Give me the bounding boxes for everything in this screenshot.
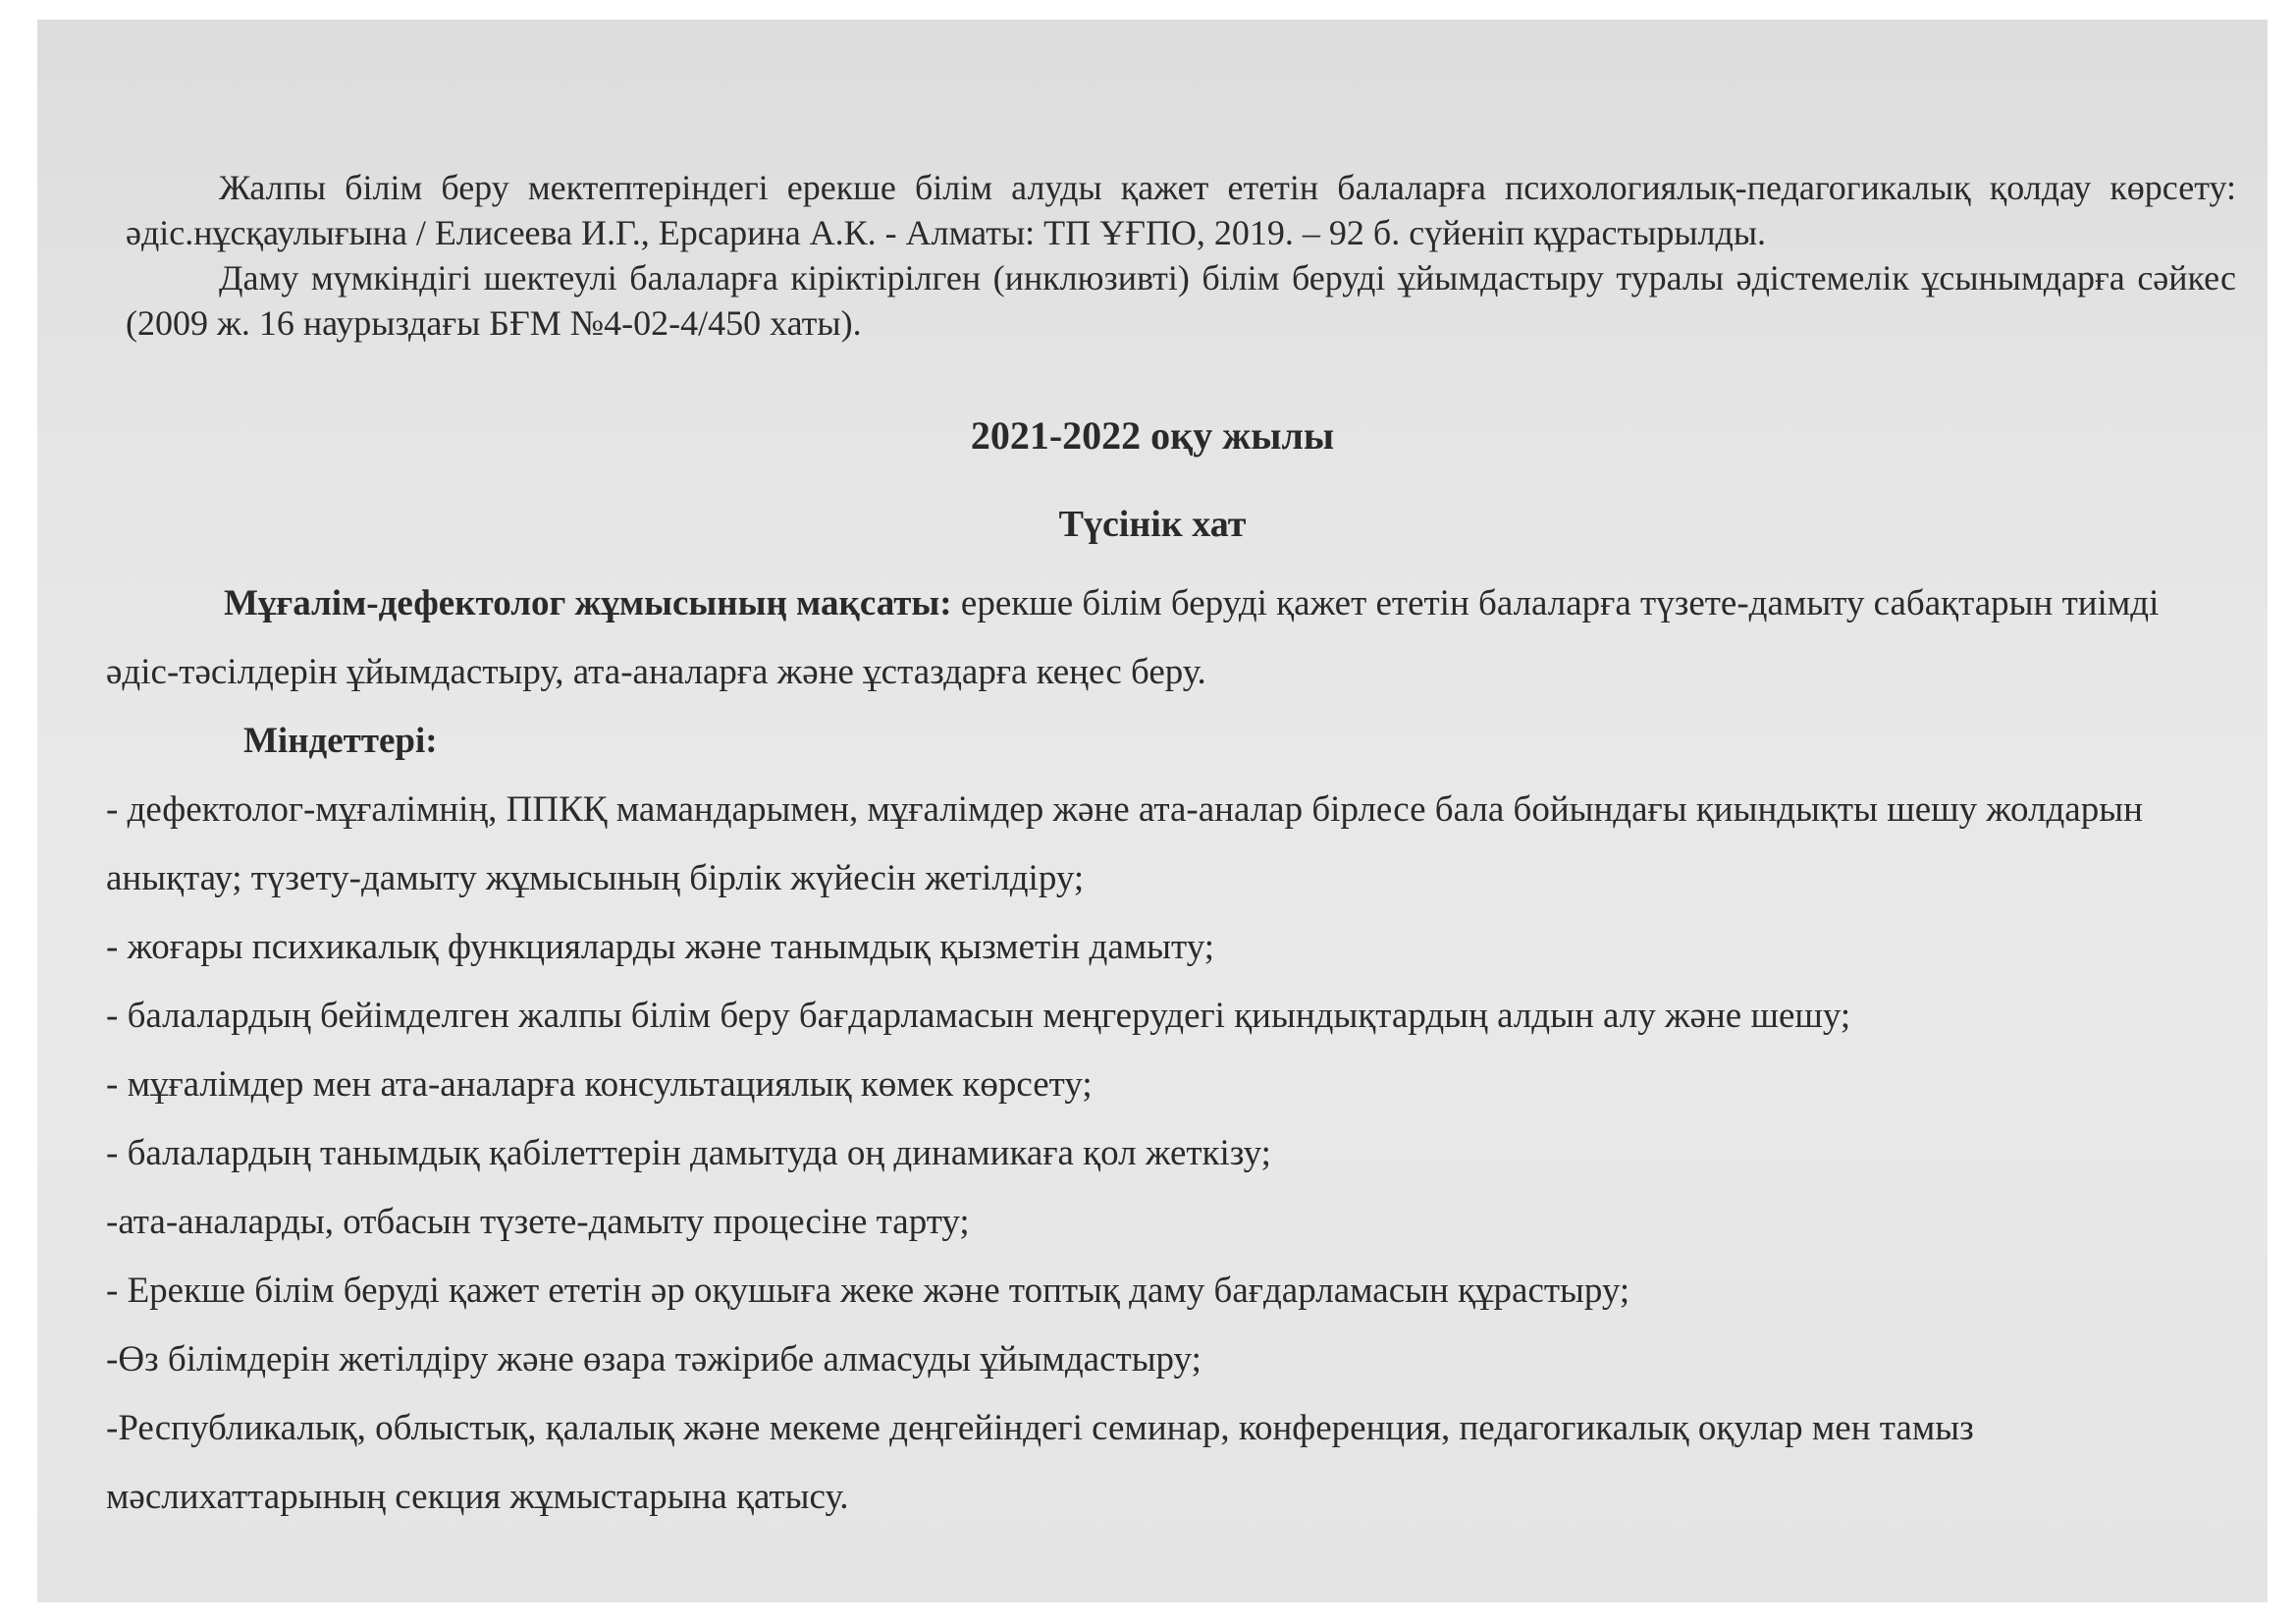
task-item: - дефектолог-мұғалімнің, ППКҚ мамандарымен, мұғалімдер және ата-аналар бірлесе бала бойындағы қиындықты шешу жолдарын анықтау; түзету-дамыту жұмысының бірлік жүйесін жетілдіру; [106,789,2143,898]
task-item: - балалардың танымдық қабілеттерін дамытуда оң динамикаға қол жеткізу; [106,1133,1271,1173]
reference-paragraph-2: Даму мүмкіндігі шектеулі балаларға кіріктірілген (инклюзивті) білім беруді ұйымдастыру туралы әдістемелік ұсынымдарға сәйкес (2009 ж. 16 наурыздағы БҒМ №4-02-4/450 хаты). [126,258,2236,343]
tasks-heading: Міндеттері: [243,721,438,761]
task-item: - мұғалімдер мен ата-аналарға консультациялық көмек көрсету; [106,1064,1093,1105]
goal-text: ерекше білім беруді қажет ететін балаларға түзете-дамыту сабақтарын тиімді әдіс-тәсілдерін ұйымдастыру, ата-аналарға және ұстаздарға кеңес беру. [106,583,2160,692]
task-list [106,776,2187,1532]
task-item: -Өз білімдерін жетілдіру және өзара тәжірибе алмасуды ұйымдастыру; [106,1339,1201,1380]
academic-year-title: 2021-2022 оқу жылы [970,413,1335,458]
task-item: - балалардың бейімделген жалпы білім беру бағдарламасын меңгерудегі қиындықтардың алдын алу және шешу; [106,996,1851,1036]
reference-paragraph-1: Жалпы білім беру мектептеріндегі ерекше білім алуды қажет ететін балаларға психологиялық-педагогикалық қолдау көрсету: әдіс.нұсқаулығына / Елисеева И.Г., Ерсарина А.К. - Алматы: ТП ҰҒПО, 2019. – 92 б. сүйеніп құрастырылды. [126,168,2236,252]
task-item: -ата-аналарды, отбасын түзете-дамыту процесіне тарту; [106,1202,970,1242]
task-item: - жоғары психикалық функцияларды және танымдық қызметін дамыту; [106,927,1214,967]
document-page [37,20,2268,1602]
goal-label: Мұғалім-дефектолог жұмысының мақсаты: [224,583,952,623]
explanatory-note-title: Түсінік хат [1058,504,1247,545]
goal-paragraph [106,569,2187,707]
task-item: -Республикалық, облыстық, қалалық және мекеме деңгейіндегі семинар, конференция, педагогикалық оқулар мен тамыз мәслихаттарының секция жұмыстарына қатысу. [106,1408,1974,1517]
main-text [106,569,2187,1532]
reference-section [126,165,2236,346]
task-item: - Ерекше білім беруді қажет ететін әр оқушыға жеке және топтық даму бағдарламасын құрастыру; [106,1271,1630,1311]
